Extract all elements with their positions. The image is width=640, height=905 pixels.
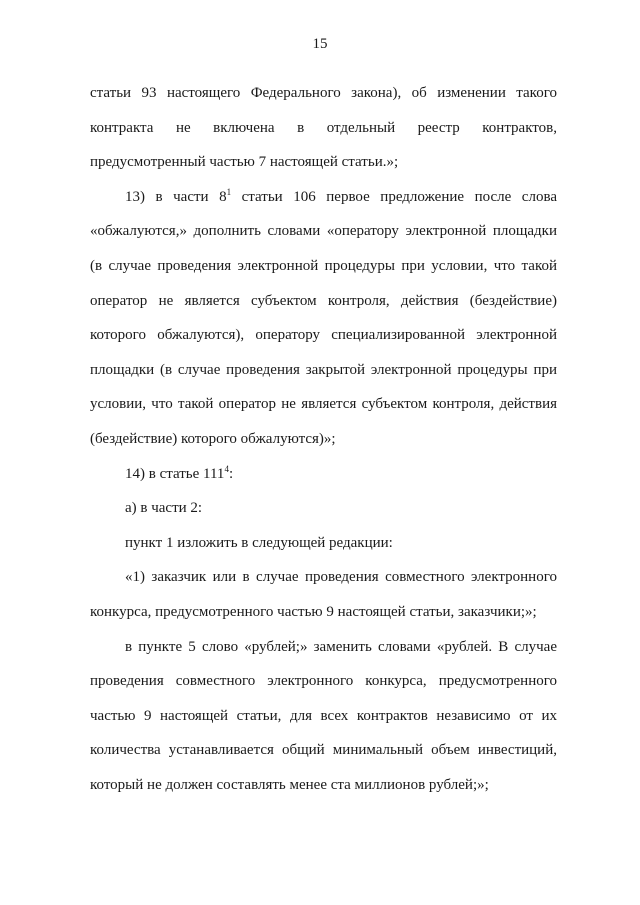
superscript-1: 1 [226, 186, 232, 197]
paragraph-item-13-post: статьи 106 первое предложение после слова «обжалуются,» дополнить словами «оператору электронной площадки (в случае проведения электронной процедуры при условии, что такой оператор не является субъектом контроля, действия (бездействие) которого обжалуются), оператору специализированной электронной площадки (в случае проведения закрытой электронной процедуры при условии, что такой оператор не является субъектом контроля, действия (бездействие) которого обжалуются)»; [90, 188, 557, 447]
paragraph-item-14-post: : [228, 465, 234, 482]
paragraph-point-1-intro: пункт 1 изложить в следующей редакции: [125, 534, 393, 551]
paragraph-item-14 [90, 457, 557, 492]
paragraph-continuation: статьи 93 настоящего Федерального закона), об изменении такого контракта не включена в отдельный реестр контрактов, предусмотренный частью 7 настоящей статьи.»; [90, 85, 557, 171]
paragraph-item-13-pre: 13) в части 8 [125, 188, 227, 205]
superscript-4: 4 [224, 463, 229, 474]
paragraph-point-1-text: «1) заказчик или в случае проведения совместного электронного конкурса, предусмотренного частью 9 настоящей статьи, заказчики;»; [90, 569, 557, 620]
page-number: 15 [312, 36, 328, 52]
paragraph-item-13 [90, 180, 557, 457]
paragraph-point-5: в пункте 5 слово «рублей;» заменить словами «рублей. В случае проведения совместного электронного конкурса, предусмотренного частью 9 настоящей статьи, для всех контрактов независимо от их количества устанавливается общий минимальный объем инвестиций, который не должен составлять менее ста миллионов рублей;»; [90, 638, 557, 793]
paragraph-subitem-a: а) в части 2: [125, 500, 203, 517]
document-body [90, 76, 557, 802]
paragraph-item-14-pre: 14) в статье 111 [125, 465, 225, 482]
